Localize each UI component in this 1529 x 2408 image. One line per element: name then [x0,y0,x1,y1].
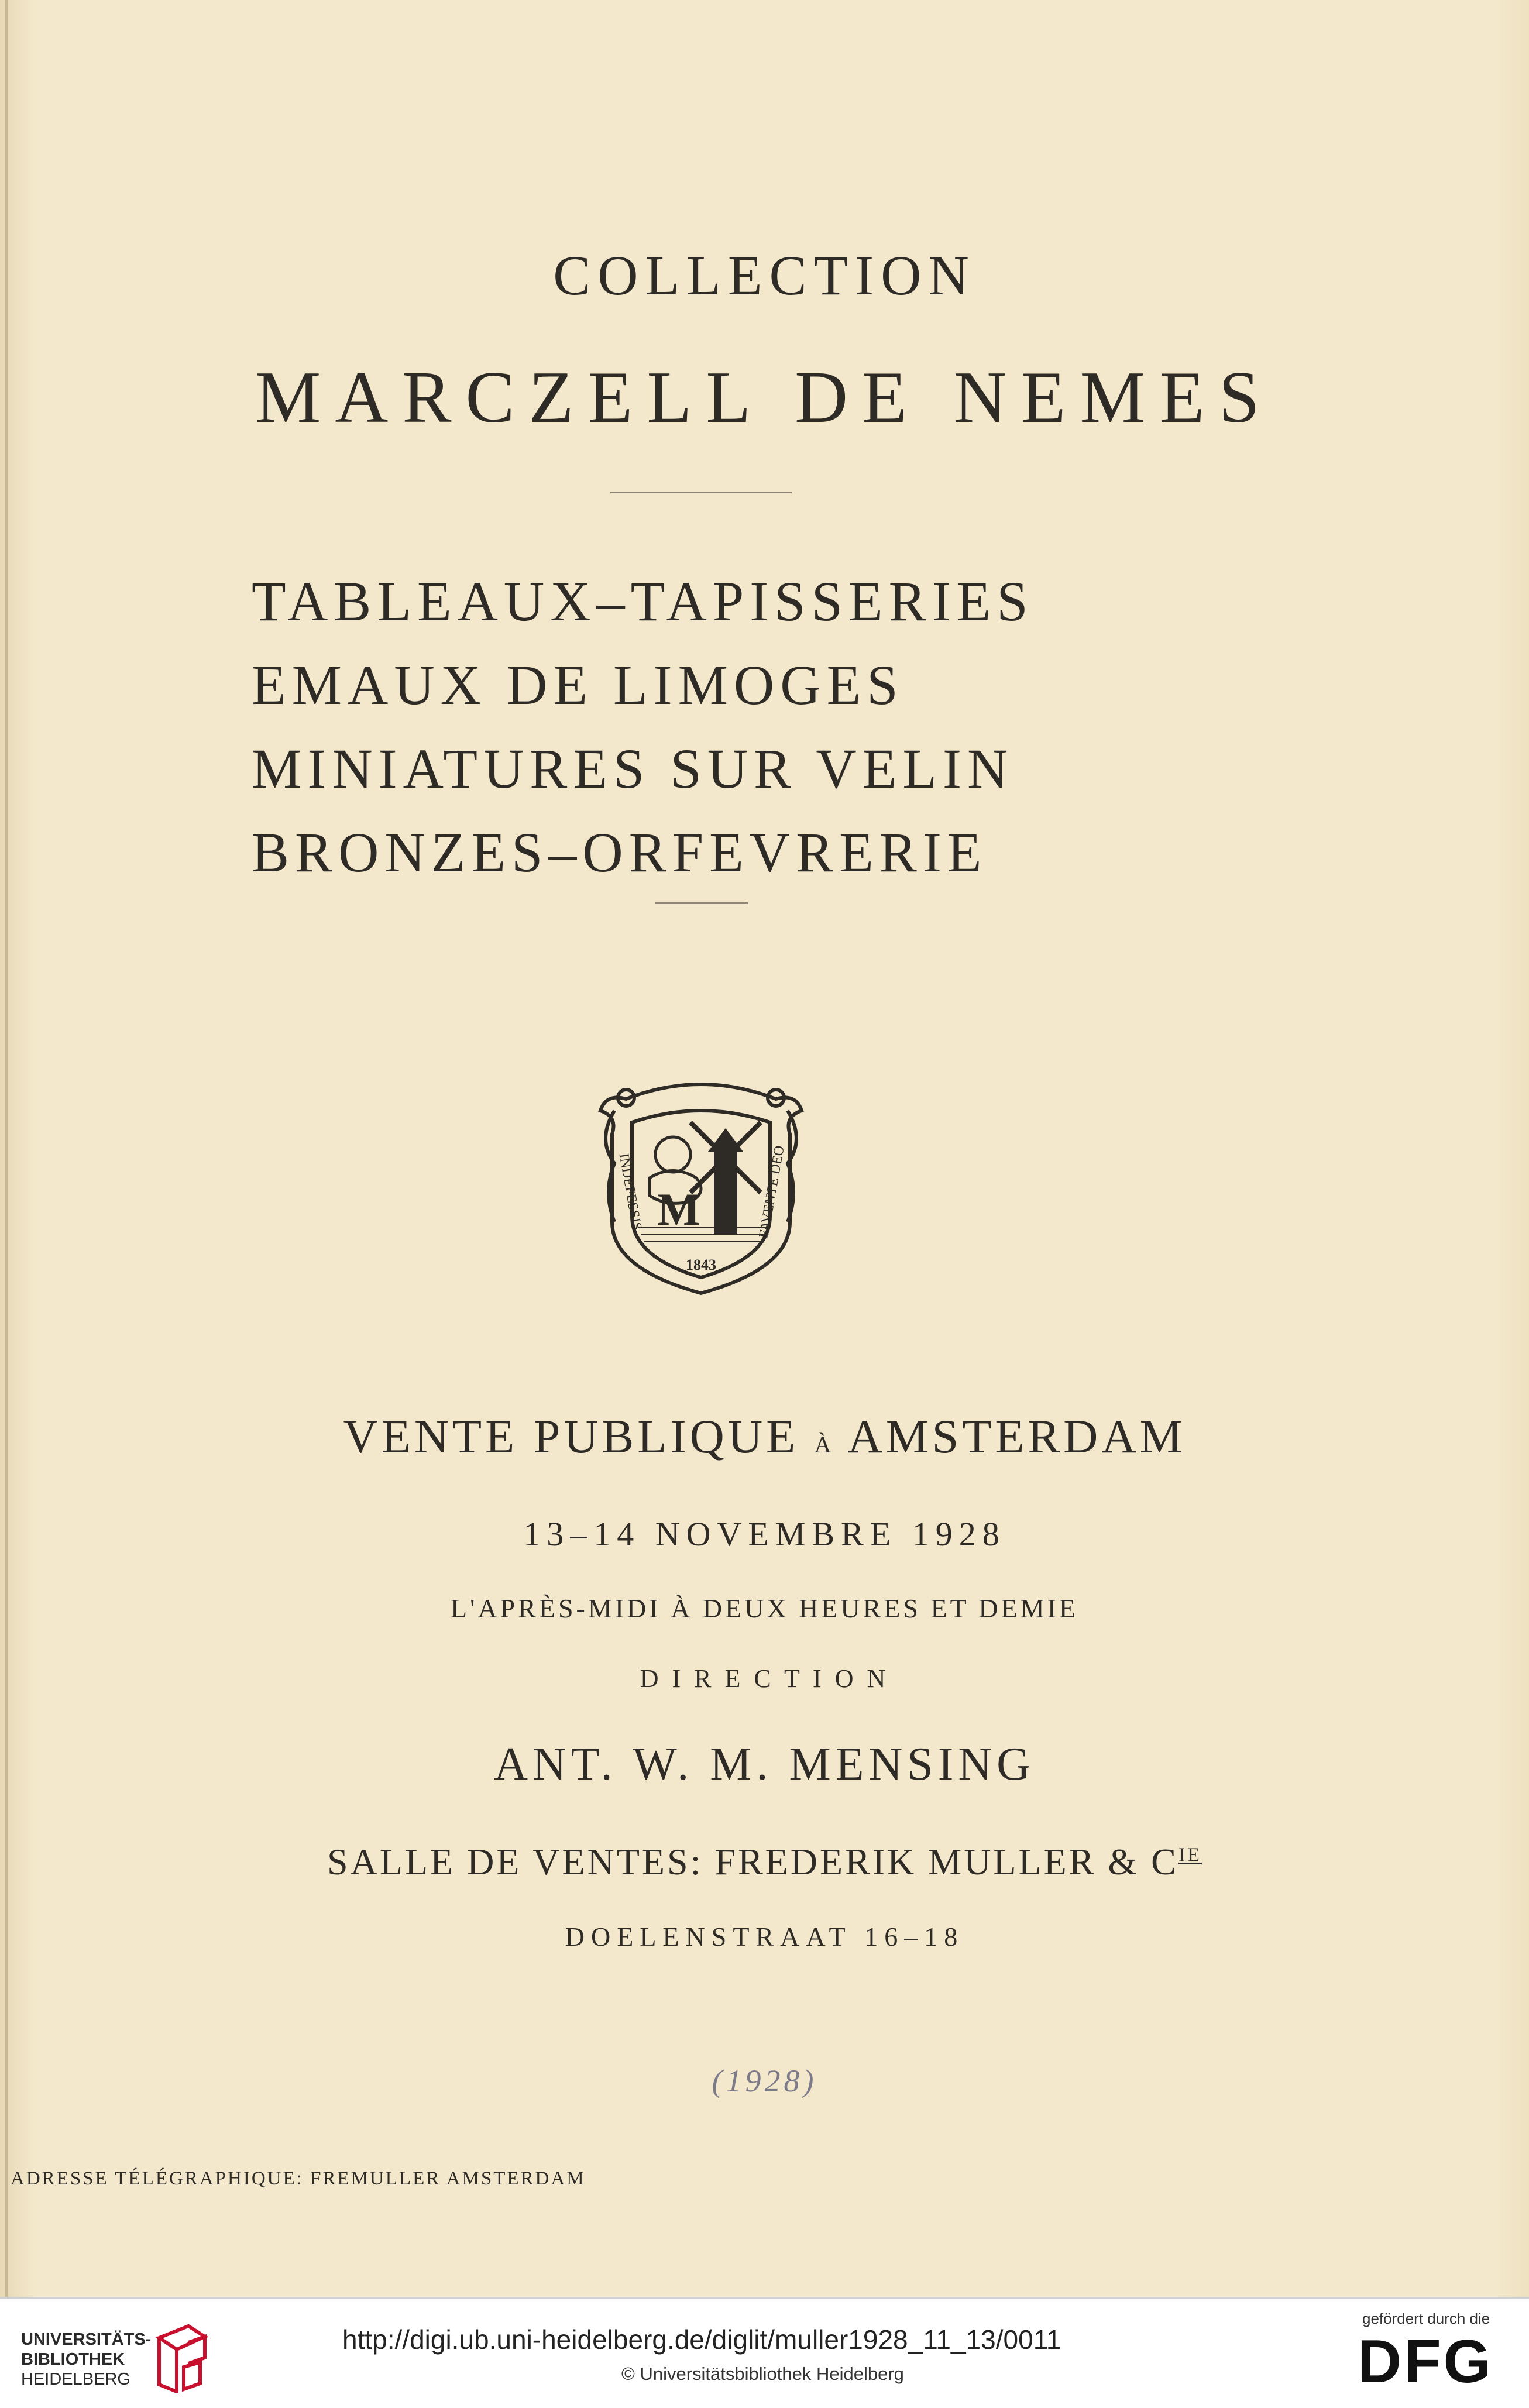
digitization-footer [0,2297,1529,2408]
library-name [21,2330,151,2389]
library-name-line-3: HEIDELBERG [21,2370,130,2389]
handwritten-note: (1928) [712,2063,817,2098]
emblem-monogram: M [657,1184,700,1235]
contents-line-3: MINIATURES SUR VELIN [252,737,1014,800]
contents-line-4: BRONZES–ORFEVRERIE [252,821,988,884]
sale-room-superscript: IE [1178,1844,1202,1866]
contents-line-1: TABLEAUX–TAPISSERIES [252,570,1034,633]
emblem-year: 1843 [686,1256,716,1273]
emblem-motto-left: INDEFESSIS [616,1152,645,1232]
library-name-line-1: UNIVERSITÄTS- [21,2330,152,2349]
public-sale-city: AMSTERDAM [847,1410,1186,1463]
page-spine-edge [5,0,8,2297]
collection-name: MARCZELL DE NEMES [255,357,1274,438]
emblem-motto-right: FAVENTE DEO [756,1144,788,1239]
sale-room [0,1840,1529,1884]
sale-time: L'APRÈS-MIDI À DEUX HEURES ET DEMIE [450,1593,1078,1623]
funded-by-label: gefördert durch die [1362,2310,1490,2327]
direction-label: D I R E C T I O N [640,1664,889,1693]
copyright-notice: © Universitätsbibliothek Heidelberg [621,2364,904,2384]
collection-heading: COLLECTION [553,244,976,307]
telegraph-address: ADRESSE TÉLÉGRAPHIQUE: FREMULLER AMSTERDAM [11,2168,586,2189]
permalink-url[interactable]: http://digi.ub.uni-heidelberg.de/diglit/muller1928_11_13/0011 [342,2324,1061,2355]
contents-line-2: EMAUX DE LIMOGES [252,654,904,716]
director-name: ANT. W. M. MENSING [494,1739,1035,1790]
library-name-line-2: BIBLIOTHEK [21,2350,125,2369]
public-sale-preposition: À [814,1431,835,1458]
street-address: DOELENSTRAAT 16–18 [565,1922,964,1952]
public-sale-label: VENTE PUBLIQUE [343,1410,799,1463]
sale-date: 13–14 NOVEMBRE 1928 [523,1515,1006,1553]
contents-divider [655,902,748,904]
publisher-emblem [591,1076,811,1304]
library-logo-icon [153,2320,211,2393]
title-divider [610,492,792,493]
public-sale-line [0,1409,1529,1464]
sale-room-text: SALLE DE VENTES: FREDERIK MULLER & C [327,1841,1178,1883]
dfg-logo: DFG [1358,2328,1493,2396]
